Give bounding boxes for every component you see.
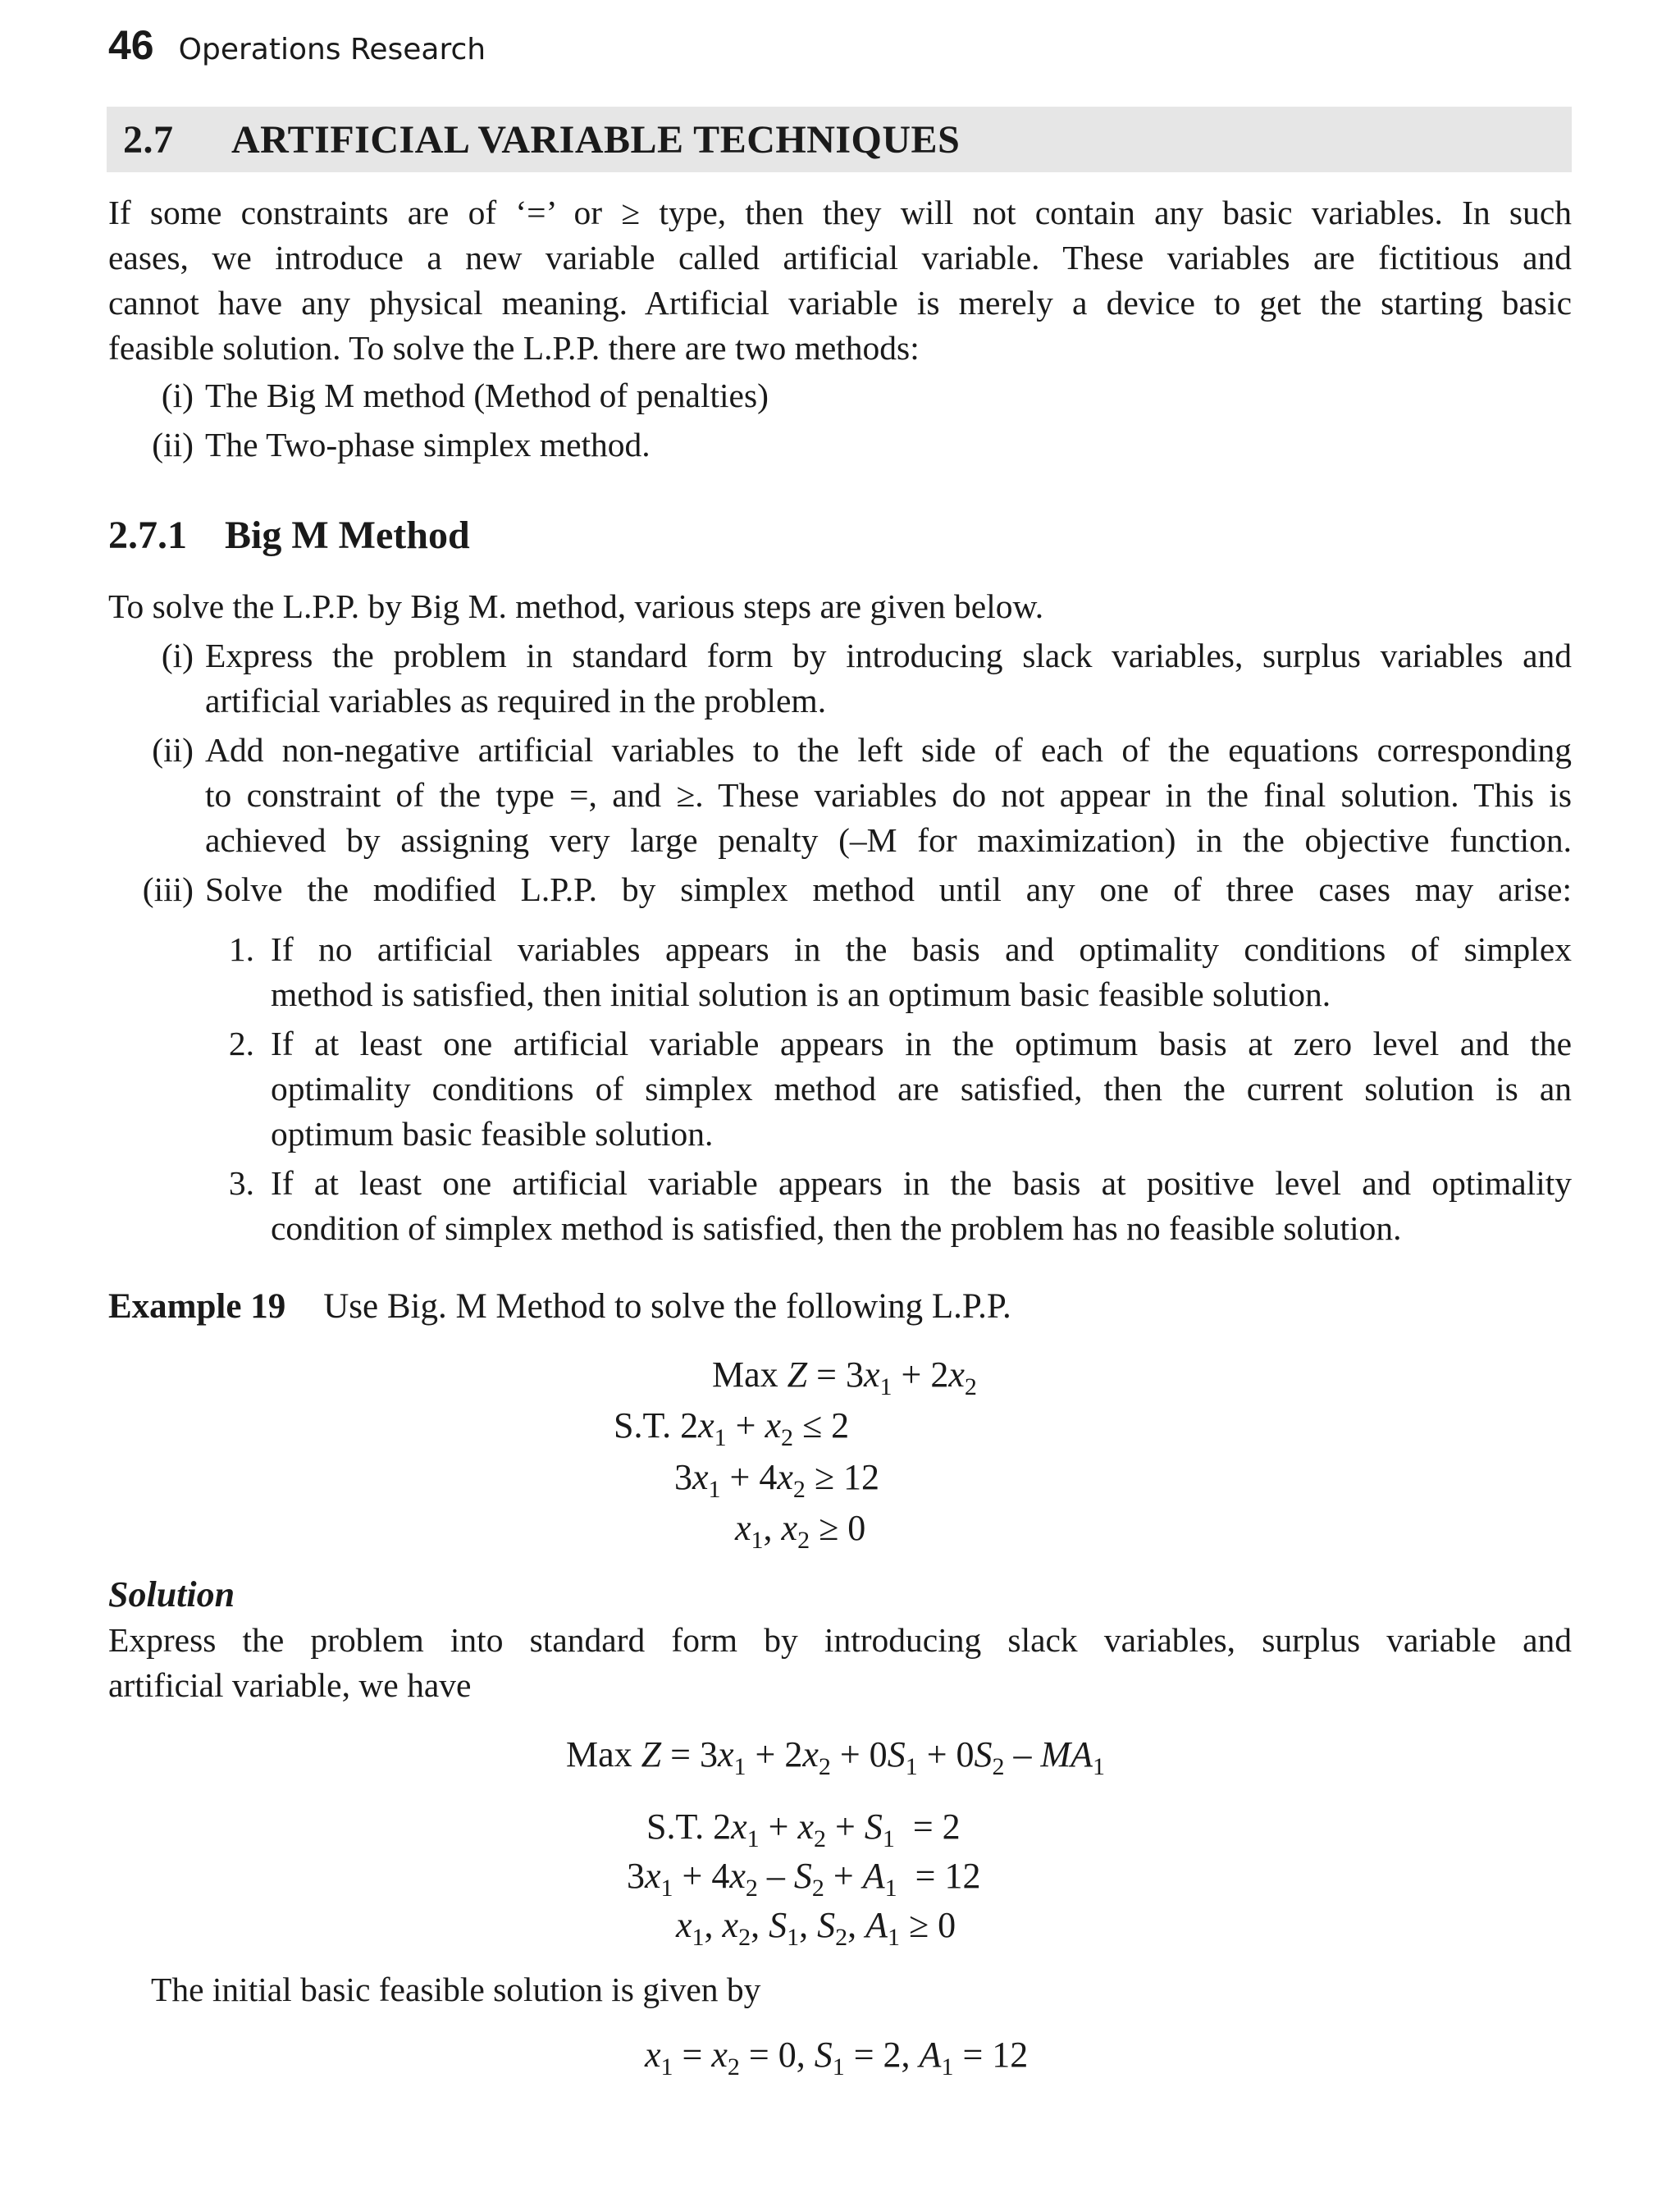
relation-symbol: =: [912, 1806, 934, 1847]
relation-symbol: ≥: [819, 1508, 839, 1548]
case-line: optimality conditions of simplex method are satisfied, then the current solution is an: [271, 1070, 1572, 1108]
method-label: (ii): [152, 426, 194, 464]
ibfs-statement: [151, 1967, 1545, 2012]
case-item: [0, 1161, 1680, 1251]
step-item: [0, 867, 1680, 912]
paragraph-line: artificial variable, we have: [108, 1666, 472, 1704]
ibfs-value: 0: [778, 2035, 797, 2075]
constraint-rhs: 0: [938, 1905, 956, 1945]
paragraph-line: Express the problem into standard form by introducing slack variables, surplus variable and: [108, 1621, 1572, 1659]
ibfs-value: 2: [883, 2035, 902, 2075]
section-title: ARTIFICIAL VARIABLE TECHNIQUES: [231, 117, 961, 162]
step-line: Add non-negative artificial variables to the left side of each of the equations corresponding: [205, 731, 1572, 769]
subsection-heading: [108, 513, 470, 558]
section-number: 2.7: [123, 117, 174, 162]
step-line: Express the problem in standard form by introducing slack variables, surplus variables and: [205, 637, 1572, 674]
step-line: Solve the modified L.P.P. by simplex method until any one of three cases may arise:: [205, 870, 1572, 908]
step-text: [205, 867, 1572, 912]
constraint-rhs: 2: [942, 1806, 961, 1847]
subsection-title: Big M Method: [225, 514, 470, 557]
relation-symbol: ≥: [814, 1457, 835, 1497]
page-number: 46: [108, 22, 154, 68]
case-line: optimum basic feasible solution.: [271, 1115, 714, 1153]
paragraph-line: feasible solution. To solve the L.P.P. there are two methods:: [108, 329, 920, 367]
relation-symbol: ≤: [801, 1405, 823, 1446]
initial-basic-feasible-solution: $x_1 = x_2 = 0$, $S_1 = 2$, $A_1 = 12$: [645, 2035, 1029, 2081]
step-line: achieved by assigning very large penalty (–M for maximization) in the objective function.: [205, 821, 1572, 859]
step-item: [0, 633, 1680, 724]
case-label: 3.: [228, 1164, 254, 1202]
step-item: [0, 728, 1680, 863]
standard-constraint-1: S.T. $2x_1 + x_2 + S_1 = 2$: [646, 1806, 961, 1852]
method-text: The Big M method (Method of penalties): [205, 377, 769, 414]
method-item: [0, 422, 1680, 468]
relation-symbol: ≥: [908, 1905, 929, 1945]
case-label: 2.: [228, 1025, 254, 1062]
standard-objective: Max $Z = 3x_1 + 2x_2 + 0S_1 + 0S_2 - MA_1$: [566, 1734, 1106, 1780]
st-keyword: S.T.: [614, 1405, 672, 1446]
subsection-intro: [108, 584, 1572, 629]
step-line: artificial variables as required in the problem.: [205, 682, 827, 719]
case-line: If at least one artificial variable appears in the optimum basis at zero level and the: [271, 1025, 1572, 1062]
constraint-rhs: 0: [847, 1508, 866, 1548]
non-negativity-constraint: $x_1$, $x_2 \ge 0$: [735, 1508, 866, 1554]
paragraph-line: The initial basic feasible solution is given by: [151, 1971, 761, 2008]
constraint-rhs: 12: [843, 1457, 880, 1497]
step-text: [205, 728, 1572, 863]
step-label: (iii): [142, 870, 194, 908]
example-statement: Use Big. M Method to solve the following L.P.P.: [323, 1287, 1011, 1326]
constraint-rhs: 2: [831, 1405, 850, 1446]
case-text: [271, 927, 1572, 1017]
constraint-1: S.T. $2x_1 + x_2 \le 2$: [614, 1405, 850, 1451]
max-keyword: Max: [712, 1354, 778, 1395]
standard-constraint-2: $3x_1 + 4x_2 - S_2 + A_1 = 12$: [627, 1856, 981, 1902]
subsection-number: 2.7.1: [108, 514, 187, 557]
paragraph-line: eases, we introduce a new variable called artificial variable. These variables are fictitious and: [108, 239, 1572, 276]
constraint-rhs: 12: [944, 1856, 981, 1896]
solution-paragraph: [108, 1618, 1572, 1708]
method-text: The Two-phase simplex method.: [205, 426, 651, 464]
case-label: 1.: [228, 930, 254, 968]
case-item: [0, 927, 1680, 1017]
max-keyword: Max: [566, 1734, 632, 1774]
method-item: [0, 373, 1680, 418]
solution-heading: Solution: [108, 1574, 235, 1615]
running-head: [108, 21, 486, 69]
example-label: Example 19: [108, 1287, 286, 1326]
ibfs-value: 12: [992, 2035, 1029, 2075]
case-text: [271, 1161, 1572, 1251]
case-line: condition of simplex method is satisfied, then the problem has no feasible solution.: [271, 1209, 1402, 1247]
relation-symbol: =: [915, 1856, 936, 1896]
constraint-2: $3x_1 + 4x_2 \ge 12$: [674, 1457, 880, 1503]
book-title: Operations Research: [178, 33, 486, 66]
case-text: [271, 1021, 1572, 1157]
case-line: If no artificial variables appears in the basis and optimality conditions of simplex: [271, 930, 1572, 968]
st-keyword: S.T.: [646, 1806, 705, 1847]
step-label: (i): [161, 637, 194, 674]
case-item: [0, 1021, 1680, 1157]
standard-non-negativity: $x_1$, $x_2$, $S_1$, $S_2$, $A_1 \ge 0$: [676, 1905, 956, 1951]
section-intro-paragraph: [108, 190, 1572, 371]
paragraph-line: If some constraints are of ‘=’ or ≥ type, then they will not contain any basic variables. In such: [108, 194, 1572, 231]
case-line: If at least one artificial variable appears in the basis at positive level and optimality: [271, 1164, 1572, 1202]
objective-function: Max $Z = 3x_1 + 2x_2$: [712, 1354, 977, 1400]
example-heading: [108, 1286, 1011, 1327]
step-text: [205, 633, 1572, 724]
paragraph-line: To solve the L.P.P. by Big M. method, various steps are given below.: [108, 587, 1044, 625]
case-line: method is satisfied, then initial solution is an optimum basic feasible solution.: [271, 975, 1331, 1013]
paragraph-line: cannot have any physical meaning. Artificial variable is merely a device to get the starting basic: [108, 284, 1572, 322]
section-heading: [107, 107, 1572, 172]
step-label: (ii): [152, 731, 194, 769]
step-line: to constraint of the type =, and ≥. These variables do not appear in the final solution. This is: [205, 776, 1572, 814]
method-label: (i): [161, 377, 194, 414]
